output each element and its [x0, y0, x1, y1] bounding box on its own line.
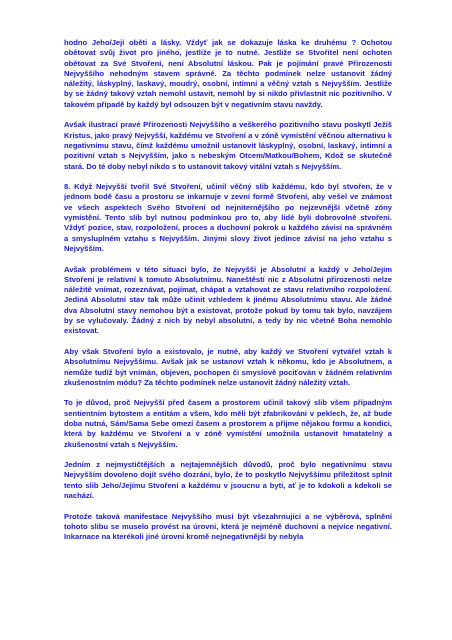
paragraph-4: Avšak problémem v této situaci bylo, že Nejvyšší je Absolutní a každý v Jeho/Jejím Stvoření je relativní k tomuto Absolutnímu. Naneštěstí nic z Absolutní přirozenosti nelze náležitě vnímat, rozeznávat, pojímat, chápat a vztahovat ze stavu relativního rozpoložení. Jediná Absolutní stav tak může učinit vzhledem k jinému Absolutnímu stavu. Ale žádné dva Absolutní stavy nemohou být a existovat, protože pokud by tomu tak bylo, navzájem by se vylučovaly. Žádný z nich by nebyl absolutní, a tedy by nic včetně Boha nemohlo existovat. — [64, 264, 392, 336]
paragraph-8: Protože taková manifestace Nejvyššího musí být všezahrnující a ne výběrová, splnění tohoto slibu se muselo provést na úrovni, která je nejméně duchovní a nejvíce negativní. Inkarnace na kterékoli jiné úrovni kromě nejnegativnější by nebyla — [64, 511, 392, 542]
paragraph-5: Aby však Stvoření bylo a existovalo, je nutné, aby každý ve Stvoření vytvářel vztah k Absolutnímu Nejvyššímu. Avšak jak se ustanoví vztah k někomu, kdo je Absolutnem, a nemůže tudíž být vnímán, objeven, pochopen či smyslově pociťován v žádném relativním zkušenostním módu? Za těchto podmínek nelze ustanovit žádný náležitý vztah. — [64, 346, 392, 387]
paragraph-3: 8. Když Nejvyšší tvořil Své Stvoření, učinil věčný slib každému, kdo byl stvořen, že v jednom bodě času a prostoru se inkarnuje v zevní formě Stvoření, aby vešel ve známost ve všech aspektech Svého Stvoření od nejniternějšího po nejzevnější včetně zóny vymístění. Tento slib byl nutnou podmínkou pro to, aby lidé byli dobrovolně stvořeni. Vždyť pozice, stav, rozpoložení, proces a duchovní pokrok u každého závisí na správném a smysluplném vztahu s Nejvyšším. Jinými slovy život jedince závisí na jeho vztahu s Nejvyšším. — [64, 182, 392, 253]
paragraph-1: hodno Jeho/Její oběti a lásky. Vždyť jak se dokazuje láska ke druhému ? Ochotou obětovat svůj život pro jiného, jestliže je to nutné. Jestliže se Stvořitel není ochoten obětovat za Své Stvoření, není Absolutní láskou. Pak je pojímání pravé Přirozenosti Nejvyššího nehodným stavem správné. Za těchto podmínek nelze ustanovit žádný náležitý, láskyplný, laskavý, moudrý, osobní, intimní a věčný vztah s Nejvyšším. Jestliže by se žádný takový vztah nemohl ustavit, nemohl by si nikdo přivlastnit nic pozitivního. V takovém případě by každý byl odsouzen být v negativním stavu navždy. — [64, 38, 392, 109]
paragraph-7: Jedním z nejmystičtějších a nejtajemnějších důvodů, proč bylo negativnímu stavu Nejvyšším dovoleno dojít svého dozrání, bylo, že to poskytlo Nejvyššímu příležitost splnit tento slib Jeho/Jejímu Stvoření a každému v jsoucnu a bytí, ať je to kdokoli a kdekoli se nachází. — [64, 460, 392, 501]
document-page — [64, 38, 392, 553]
paragraph-6: To je důvod, proč Nejvyšší před časem a prostorem učinil takový slib všem případným sentientním bytostem a entitám a všem, kdo měli být zfabrikováni v peklech, že, až bude doba nutná, Sám/Sama Sebe omezí časem a prostorem a přijme nějakou formu a kondici, která by každému ve Stvoření a v zóně vymístění umožnila ustanovit hmatatelný a zkušenostní vztah s Nejvyšším. — [64, 398, 392, 449]
paragraph-2: Avšak ilustrací pravé Přirozenosti Nejvyššího a veškerého pozitivního stavu poskytl Ježíš Kristus, jako pravý Nejvyšší, každému ve Stvoření a v zóně vymístění věčnou alternativu k negativnímu stavu, čímž každému umožnil ustanovit láskyplný, osobní, laskavý, intimní a pozitivní vztah s Nejvyšším, jako s nebeským Otcem/Matkou/Bohem, Kdož se skutečně stará. Do té doby nebyl nikdo s to ustanovit takový vitální vztah s Nejvyšším. — [64, 120, 392, 171]
